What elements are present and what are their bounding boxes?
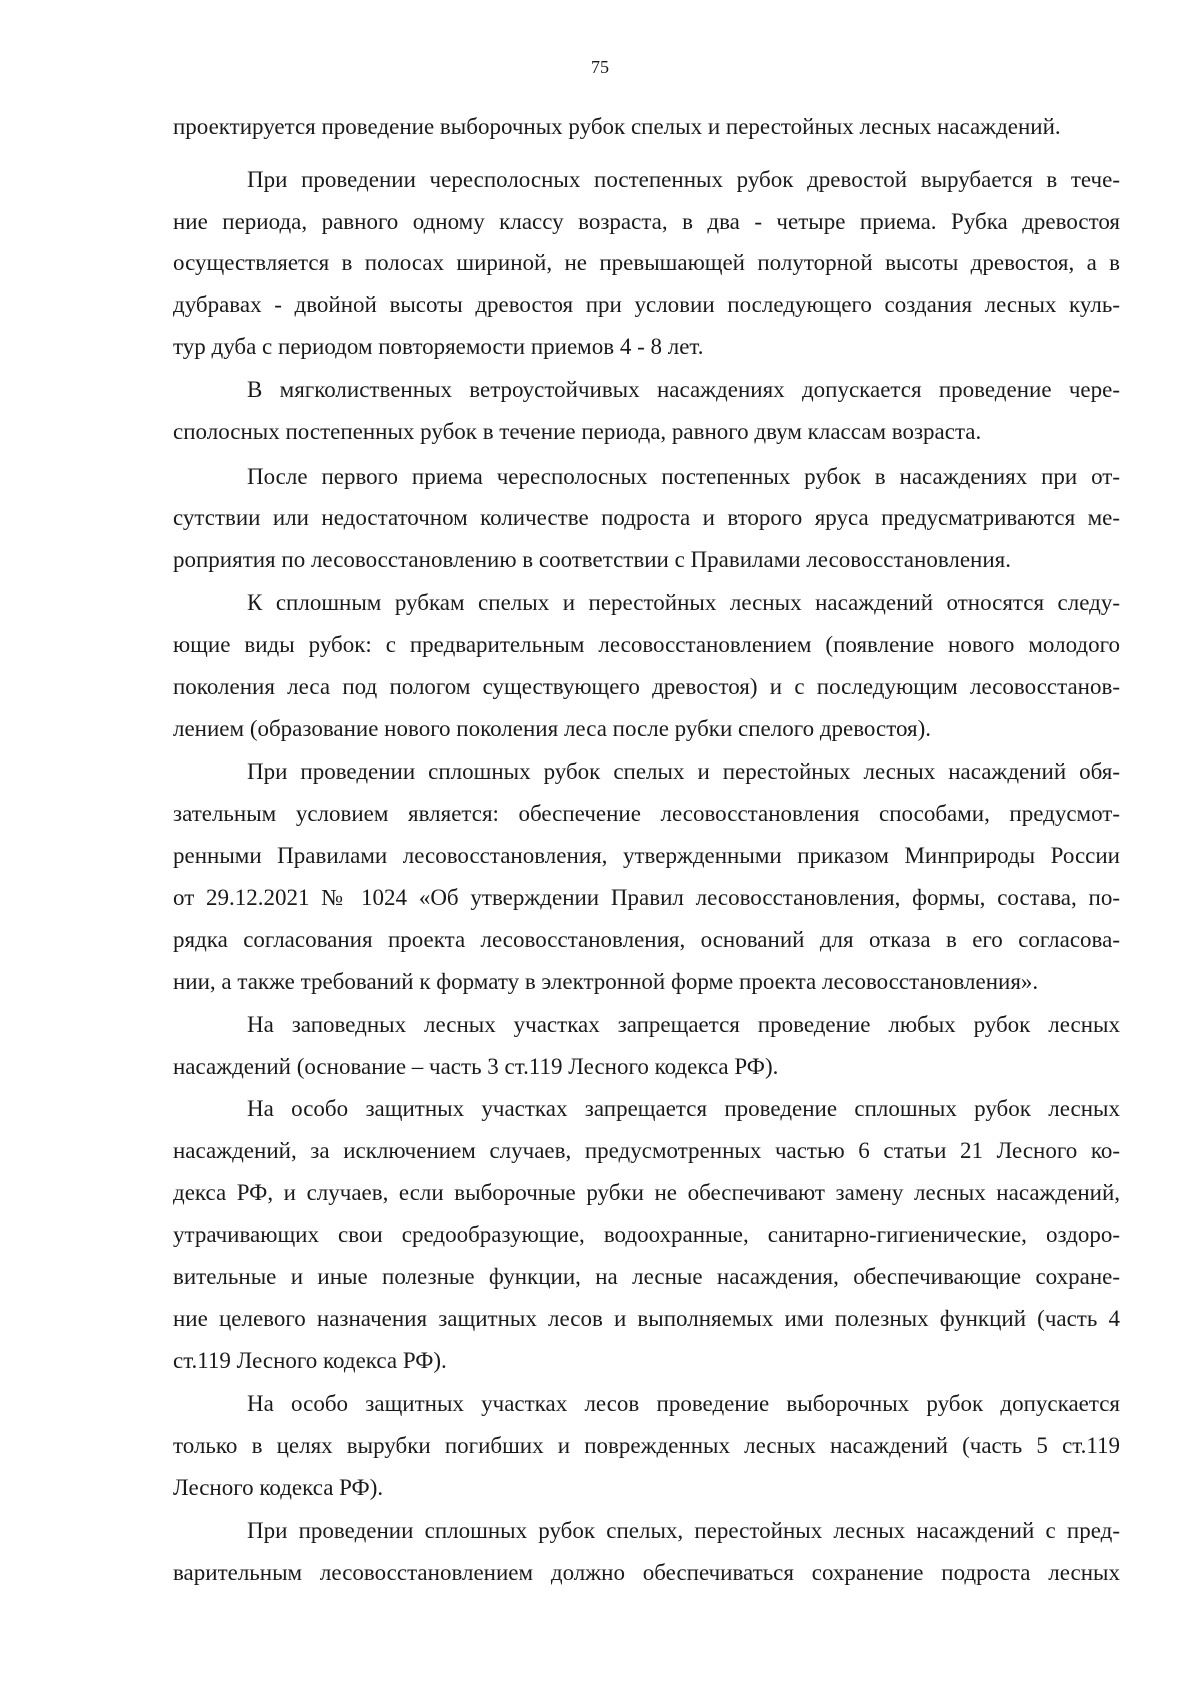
text-line: рядка согласования проекта лесовосстановления, оснований для отказа в его согласова- xyxy=(173,927,1120,952)
text-line: только в целях вырубки погибших и поврежденных лесных насаждений (часть 5 ст.119 xyxy=(173,1433,1120,1458)
page-number: 75 xyxy=(591,57,609,77)
text-line: При проведении чересполосных постепенных рубок древостой вырубается в тече- xyxy=(247,167,1120,192)
text-line: ние целевого назначения защитных лесов и выполняемых ими полезных функций (часть 4 xyxy=(173,1306,1120,1331)
text-line: сполосных постепенных рубок в течение периода, равного двум классам возраста. xyxy=(173,419,982,444)
text-line: ст.119 Лесного кодекса РФ). xyxy=(173,1348,447,1373)
text-line: нии, а также требований к формату в электронной форме проекта лесовосстановления». xyxy=(173,969,1039,994)
text-line: В мягколиственных ветроустойчивых насаждениях допускается проведение чере- xyxy=(247,377,1120,402)
text-line: поколения леса под пологом существующего древостоя) и с последующим лесовосстанов- xyxy=(173,674,1120,699)
text-line: Лесного кодекса РФ). xyxy=(173,1475,384,1500)
text-line: ние периода, равного одному классу возраста, в два - четыре приема. Рубка древостоя xyxy=(173,209,1120,234)
text-line: от 29.12.2021 № 1024 «Об утверждении Правил лесовосстановления, формы, состава, по- xyxy=(173,885,1120,910)
text-line: дубравах - двойной высоты древостоя при условии последующего создания лесных куль- xyxy=(173,292,1120,317)
text-line: сутствии или недостаточном количестве подроста и второго яруса предусматриваются ме- xyxy=(173,505,1120,530)
text-line: ренными Правилами лесовосстановления, утвержденными приказом Минприроды России xyxy=(173,843,1120,868)
text-line: На заповедных лесных участках запрещается проведение любых рубок лесных xyxy=(247,1012,1120,1037)
text-line: насаждений (основание – часть 3 ст.119 Лесного кодекса РФ). xyxy=(173,1054,779,1079)
text-line: варительным лесовосстановлением должно обеспечиваться сохранение подроста лесных xyxy=(173,1560,1120,1585)
text-line: насаждений, за исключением случаев, предусмотренных частью 6 статьи 21 Лесного ко- xyxy=(173,1138,1120,1163)
text-line: роприятия по лесовосстановлению в соответствии с Правилами лесовосстановления. xyxy=(173,547,1012,572)
text-line: На особо защитных участках запрещается проведение сплошных рубок лесных xyxy=(247,1096,1120,1121)
text-line: утрачивающих свои средообразующие, водоохранные, санитарно-гигиенические, оздоро- xyxy=(173,1222,1120,1247)
text-line: После первого приема чересполосных постепенных рубок в насаждениях при от- xyxy=(247,464,1120,489)
text-line: ющие виды рубок: с предварительным лесовосстановлением (появление нового молодого xyxy=(173,632,1120,657)
text-line: тур дуба с периодом повторяемости приемов 4 - 8 лет. xyxy=(173,334,704,359)
text-line: К сплошным рубкам спелых и перестойных лесных насаждений относятся следу- xyxy=(247,590,1120,615)
text-line: На особо защитных участках лесов проведение выборочных рубок допускается xyxy=(247,1391,1120,1416)
text-line: При проведении сплошных рубок спелых и перестойных лесных насаждений обя- xyxy=(247,759,1120,784)
text-line: осуществляется в полосах шириной, не превышающей полуторной высоты древостоя, а в xyxy=(173,250,1120,275)
text-line: декса РФ, и случаев, если выборочные рубки не обеспечивают замену лесных насаждений, xyxy=(173,1180,1120,1205)
text-line: зательным условием является: обеспечение лесовосстановления способами, предусмот- xyxy=(173,801,1120,826)
text-line: При проведении сплошных рубок спелых, перестойных лесных насаждений с пред- xyxy=(247,1518,1120,1543)
text-line: вительные и иные полезные функции, на лесные насаждения, обеспечивающие сохране- xyxy=(173,1264,1120,1289)
text-line: проектируется проведение выборочных рубок спелых и перестойных лесных насаждений. xyxy=(173,114,1061,139)
text-line: лением (образование нового поколения леса после рубки спелого древостоя). xyxy=(173,716,932,741)
